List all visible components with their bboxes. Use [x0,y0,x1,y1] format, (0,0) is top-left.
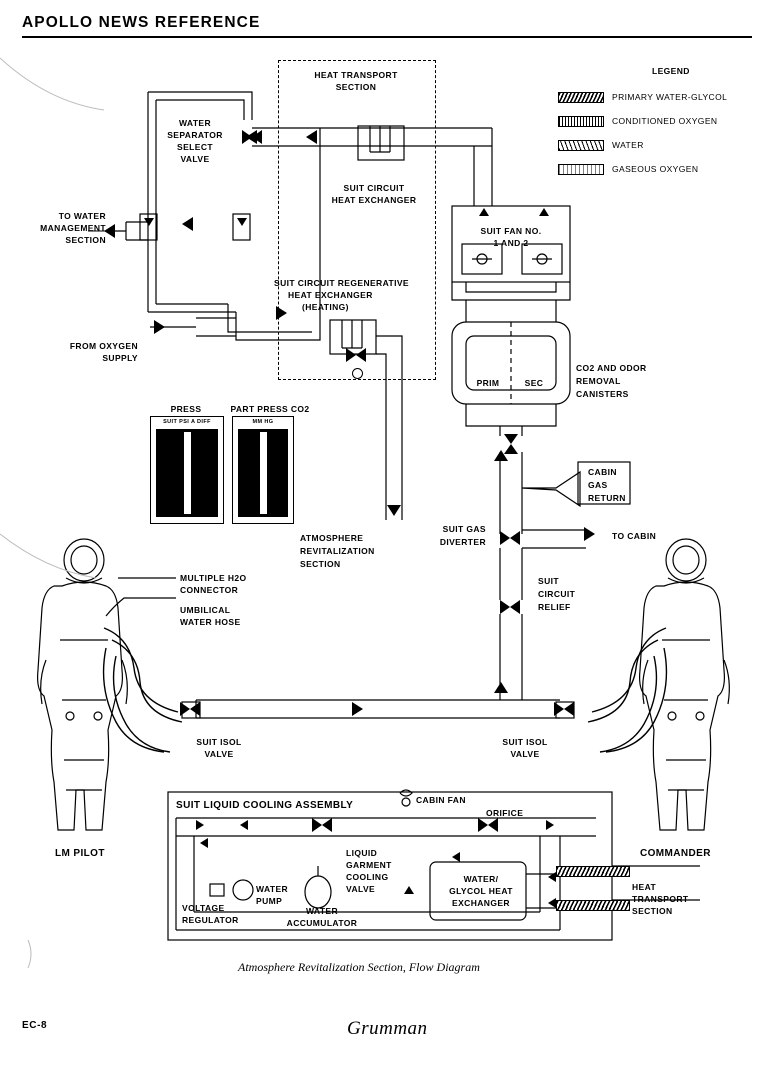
press-gauge-scale [184,432,191,514]
cabin-gas-return-label-3: RETURN [588,493,626,503]
suit-isol-valve-left-label-1: SUIT ISOL [196,737,242,747]
co2-canisters-label-3: CANISTERS [576,389,629,399]
co2-gauge-face [238,429,288,517]
suit-isol-valve-left-label-2: VALVE [204,749,234,759]
voltage-regulator-label-1: VOLTAGE [182,903,225,913]
to-water-management-label-3: SECTION [65,235,106,245]
press-gauge-title: PRESS [170,404,202,414]
water-accumulator-label-2: ACCUMULATOR [286,918,358,928]
suit-regen-hx-label-2: HEAT EXCHANGER [288,290,373,300]
press-gauge [150,416,224,524]
voltage-regulator-label-2: REGULATOR [182,915,239,925]
co2-gauge-scale-label: MM HG [252,419,274,425]
heat-transport-section-outline [278,60,436,380]
press-gauge-scale-label: SUIT PSI A DIFF [163,419,211,425]
flow-arrow-to-cabin [584,527,595,541]
suit-isol-valve-left[interactable] [180,702,200,716]
orifice-label: ORIFICE [486,808,524,818]
regenerative-hx-valve-handle[interactable] [352,368,363,379]
legend-label-gaseous-oxygen: GASEOUS OXYGEN [612,164,699,174]
atmosphere-section-label-1: ATMOSPHERE [300,533,364,543]
suit-regen-hx-label-3: (HEATING) [302,302,349,312]
legend-swatch-primary-water-glycol [558,92,604,103]
flow-arrow-slca-top-right [546,820,554,830]
heat-transport-section-label-2: SECTION [335,82,377,92]
wg-heat-exchanger-label-2: GLYCOL HEAT [449,886,513,896]
legend-swatch-gaseous-oxygen [558,164,604,175]
flow-arrow-slca-bottom-left [200,838,208,848]
flow-arrow-heat-transport-in-1 [548,872,556,882]
water-separator-select-valve[interactable] [242,130,262,144]
legend-label-primary-water-glycol: PRIMARY WATER-GLYCOL [612,92,728,102]
heat-transport-right-label-1: HEAT [632,882,657,892]
co2-gauge-title: PART PRESS CO2 [230,404,310,414]
canister-prim-label: PRIM [476,378,500,388]
flow-arrow-fan-right-up [539,208,549,216]
grumman-logo: Grumman [347,1018,428,1039]
heat-transport-pipe-upper [556,866,630,877]
water-separator-valve-label-2: SEPARATOR [167,130,223,140]
legend-swatch-conditioned-oxygen [558,116,604,127]
suit-fan-label-2: 1 AND 2 [493,238,529,248]
multiple-h2o-connector-label-1: MULTIPLE H2O [180,573,247,583]
water-accumulator-label-1: WATER [305,906,339,916]
umbilical-water-hose-label-2: WATER HOSE [180,617,241,627]
flow-arrow-regen-out [276,306,287,320]
flow-arrow-valve-left-down [144,218,154,226]
figure-caption: Atmosphere Revitalization Section, Flow Diagram [238,960,480,974]
flow-arrow-lgcv-up [404,886,414,894]
canister-select-valve[interactable] [504,434,518,454]
to-water-management-label-1: TO WATER [58,211,106,221]
cabin-gas-return-label-2: GAS [588,480,608,490]
legend-title: LEGEND [652,66,690,76]
flow-arrow-water-mgmt [182,217,193,231]
flow-arrow-trunk-down [387,505,401,516]
water-separator-valve-label-1: WATER [178,118,212,128]
suit-isol-valve-right-label-1: SUIT ISOL [502,737,548,747]
suit-circuit-relief-label-2: CIRCUIT [538,589,576,599]
flow-arrow-suit-loop-mid [352,702,363,716]
water-separator-valve-label-4: VALVE [180,154,210,164]
flow-arrow-oxygen-in [154,320,165,334]
suit-circuit-relief-label-1: SUIT [538,576,559,586]
flow-arrow-slca-top-left [240,820,248,830]
heat-transport-section-label-1: HEAT TRANSPORT [314,70,398,80]
from-oxygen-supply-label-1: FROM OXYGEN [69,341,138,351]
water-separator-valve-label-3: SELECT [177,142,213,152]
lgcv-label-1: LIQUID [346,848,378,858]
title-rule [22,36,752,38]
canister-sec-label: SEC [524,378,544,388]
liquid-garment-cooling-valve[interactable] [312,818,332,832]
suit-fan-label-1: SUIT FAN NO. [480,226,542,236]
flow-arrow-hx-in [306,130,317,144]
cabin-fan-label: CABIN FAN [416,795,466,805]
suit-isol-valve-right[interactable] [554,702,574,716]
legend-label-conditioned-oxygen: CONDITIONED OXYGEN [612,116,718,126]
page-number: EC-8 [22,1020,48,1031]
to-cabin-label: TO CABIN [612,531,657,541]
to-water-management-label-2: MANAGEMENT [40,223,106,233]
atmosphere-section-label-3: SECTION [300,559,341,569]
multiple-h2o-connector-label-2: CONNECTOR [180,585,239,595]
suit-circuit-relief-valve[interactable] [500,600,520,614]
lgcv-label-3: COOLING [346,872,389,882]
suit-circuit-relief-label-3: RELIEF [538,602,571,612]
orifice-valve[interactable] [478,818,498,832]
wg-heat-exchanger-label-1: WATER/ [463,874,499,884]
legend-swatch-water [558,140,604,151]
umbilical-water-hose-label-1: UMBILICAL [180,605,231,615]
suit-regen-hx-label-1: SUIT CIRCUIT REGENERATIVE [274,278,409,288]
commander-label: COMMANDER [640,848,711,859]
wg-heat-exchanger-label-3: EXCHANGER [452,898,510,908]
flow-arrow-fan-left-up [479,208,489,216]
cabin-gas-return-label-1: CABIN [588,467,617,477]
suit-gas-diverter-label-1: SUIT GAS [442,524,486,534]
co2-canisters-label-2: REMOVAL [576,376,621,386]
suit-circuit-hx-label-1: SUIT CIRCUIT [343,183,405,193]
water-pump-label-1: WATER [256,884,289,894]
suit-gas-diverter-valve[interactable] [500,531,520,545]
regenerative-hx-control-valve[interactable] [346,348,366,362]
flow-arrow-valve-right-down [237,218,247,226]
flow-arrow-wg-hx-left [452,852,460,862]
water-pump-label-2: PUMP [256,896,283,906]
legend-label-water: WATER [612,140,644,150]
co2-gauge-scale [260,432,267,514]
slca-label: SUIT LIQUID COOLING ASSEMBLY [176,800,354,811]
flow-arrow-slca-in [196,820,204,830]
astronaut-commander [640,539,730,830]
lgcv-label-2: GARMENT [346,860,392,870]
heat-transport-right-label-2: TRANSPORT [632,894,689,904]
lm-pilot-label: LM PILOT [55,848,105,859]
lgcv-label-4: VALVE [346,884,376,894]
flow-arrow-suit-loop-return [494,682,508,693]
co2-canisters-label-1: CO2 AND ODOR [576,363,647,373]
suit-isol-valve-right-label-2: VALVE [510,749,540,759]
heat-transport-right-label-3: SECTION [632,906,673,916]
suit-circuit-hx-label-2: HEAT EXCHANGER [331,195,417,205]
astronaut-lm-pilot [38,539,128,830]
suit-gas-diverter-label-2: DIVERTER [439,537,486,547]
flow-arrow-to-water-mgmt-out [104,224,115,238]
press-gauge-face [156,429,218,517]
from-oxygen-supply-label-2: SUPPLY [102,353,138,363]
flow-arrow-heat-transport-in-2 [548,898,556,908]
atmosphere-section-label-2: REVITALIZATION [300,546,375,556]
heat-transport-pipe-lower [556,900,630,911]
co2-gauge [232,416,294,524]
page-title: APOLLO NEWS REFERENCE [22,14,261,31]
